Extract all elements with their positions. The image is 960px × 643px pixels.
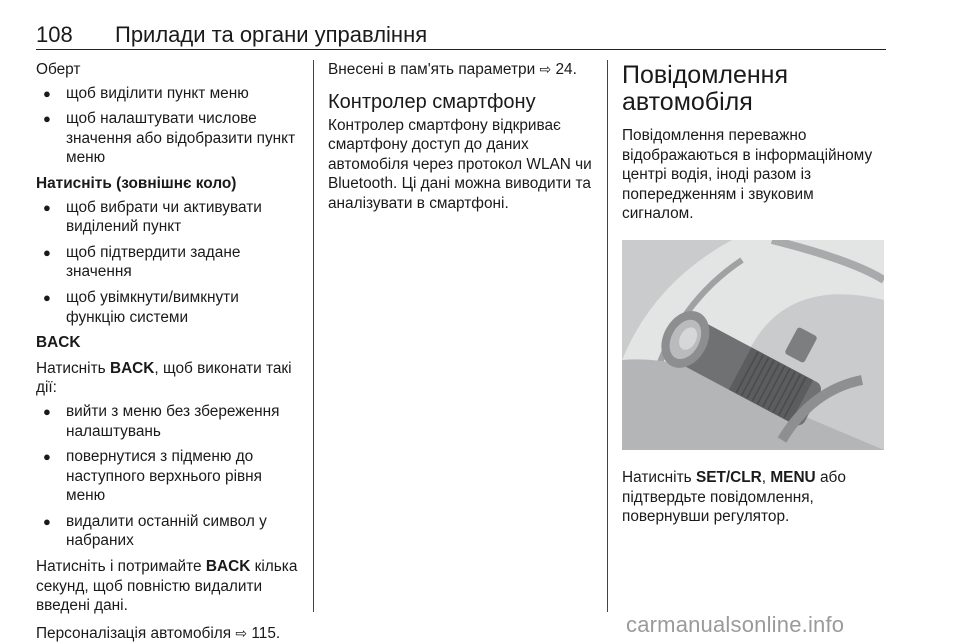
hold-bold: BACK [205, 558, 251, 576]
caption-prefix: Натисніть [622, 468, 696, 486]
list-item: ● щоб виділити пункт меню [36, 84, 298, 104]
rotate-list [36, 84, 298, 168]
column-divider-1 [313, 60, 314, 612]
stalk-illustration-svg [622, 240, 884, 450]
figure-caption [622, 468, 884, 527]
page-number: 108 [36, 22, 73, 47]
hold-prefix: Натисніть і потримайте [36, 558, 206, 576]
section-body-messages: Повідомлення переважно відображаються в інформаційному центрі водія, іноді разом із попередженням і звуковим сигналом. [622, 127, 873, 223]
list-item: ● видалити останній символ у набраних [36, 512, 298, 551]
personalisation-ref [36, 624, 298, 643]
back-heading: BACK [36, 334, 81, 352]
press-list [36, 198, 298, 328]
arrow-right-icon: ⇨ [235, 624, 248, 641]
back-intro [36, 359, 298, 398]
back-intro-suffix: , щоб виконати такі дії: [36, 359, 292, 397]
hold-back-text [36, 557, 298, 616]
list-item: ● щоб вибрати чи активувати виділений пункт [36, 198, 298, 237]
page-header [36, 18, 886, 52]
section-body-smartphone: Контролер смартфону відкриває смартфону доступ до даних автомобіля через протокол WLAN чи Bluetooth. Ці дані можна виводити та аналізувати в смартфоні. [328, 116, 592, 212]
page-title: Прилади та органи управління [115, 22, 428, 47]
list-item: ● вийти з меню без збереження налаштувань [36, 402, 298, 441]
watermark: carmanualsonline.info [626, 612, 845, 637]
back-intro-prefix: Натисніть [36, 359, 110, 377]
menu-label: MENU [770, 468, 816, 486]
stalk-illustration [622, 240, 884, 450]
section-heading-messages: Повідомлення автомобіля [622, 61, 789, 116]
list-item: ● щоб підтвердити задане значення [36, 243, 298, 282]
set-clr-label: SET/CLR [695, 468, 762, 486]
personal-text: Персоналізація автомобіля [36, 624, 236, 642]
column-3 [622, 60, 884, 527]
caption-separator: , [761, 468, 771, 486]
section-heading-smartphone: Контролер смартфону [328, 90, 536, 113]
intro-page-ref[interactable]: 24. [555, 61, 577, 78]
column-divider-2 [607, 60, 608, 612]
column-2 [328, 60, 600, 214]
press-heading: Натисніть (зовнішнє коло) [36, 174, 237, 192]
list-item: ● щоб увімкнути/вимкнути функцію системи [36, 288, 298, 327]
rotate-heading: Оберт [36, 61, 81, 78]
personal-page-ref[interactable]: 115. [251, 624, 281, 642]
back-intro-bold: BACK [109, 359, 155, 377]
caption-suffix: або підтвердьте повідомлення, повернувши регулятор. [622, 468, 846, 526]
back-list [36, 402, 298, 551]
hold-suffix: кілька секунд, щоб повністю видалити введені дані. [36, 558, 298, 615]
stored-settings-ref [328, 60, 600, 80]
intro-text: Внесені в пам'ять параметри [328, 61, 540, 78]
list-item: ● повернутися з підменю до наступного верхнього рівня меню [36, 447, 298, 506]
header-rule [36, 49, 886, 50]
column-1 [36, 60, 298, 643]
list-item: ● щоб налаштувати числове значення або відобразити пункт меню [36, 109, 298, 168]
arrow-right-icon: ⇨ [539, 61, 552, 77]
